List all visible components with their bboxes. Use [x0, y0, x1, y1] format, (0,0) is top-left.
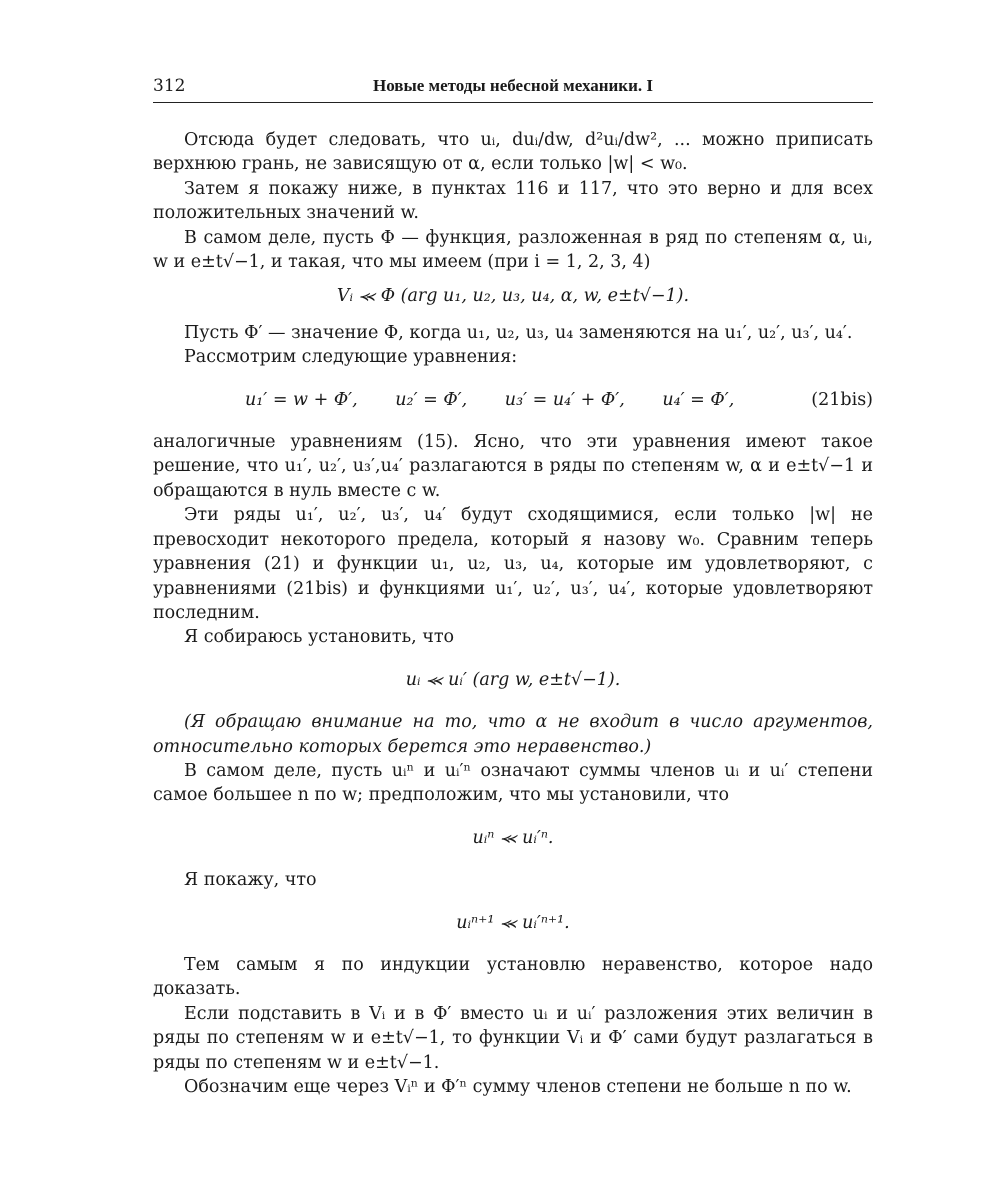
paragraph: Затем я покажу ниже, в пунктах 116 и 117, что это верно и для всех положительных значений w. — [153, 178, 873, 224]
paragraph: Эти ряды u₁′, u₂′, u₃′, u₄′ будут сходящимися, если только |w| не превосходит некоторого предела, который я назову w₀. Сравним теперь уравнения (21) и функции u₁, u₂, u₃, u₄, которые им удовлетворяют, с уравнениями (21bis) и функциями u₁′, u₂′, u₃′, u₄′, которые удовлетворяют последним. — [153, 505, 873, 623]
page-header — [153, 76, 873, 103]
formula-inequality-n-plus-1: uᵢⁿ⁺¹ ⪻ uᵢ′ⁿ⁺¹. — [456, 912, 570, 933]
paragraph: В самом деле, пусть Φ — функция, разложенная в ряд по степеням α, uᵢ, w и e±t√−1, и такая, что мы имеем (при i = 1, 2, 3, 4) — [153, 227, 873, 273]
paragraph: Я собираюсь установить, что — [184, 627, 455, 648]
equation-u2: u₂′ = Φ′, — [395, 389, 468, 410]
paragraph: Отсюда будет следовать, что uᵢ, duᵢ/dw, d²uᵢ/dw², ... можно приписать верхнюю грань, не зависящую от α, если только |w| < w₀. — [153, 130, 873, 175]
equation-u3: u₃′ = u₄′ + Φ′, — [504, 389, 625, 410]
formula-inequality-vi-phi: Vᵢ ⪻ Φ (arg u₁, u₂, u₃, u₄, α, w, e±t√−1). — [336, 286, 690, 307]
paragraph: Обозначим еще через Vᵢⁿ и Φ′ⁿ сумму членов степени не больше n по w. — [184, 1077, 852, 1097]
equation-tag: (21bis) — [811, 389, 873, 410]
running-title: Новые методы небесной механики. I — [372, 76, 654, 95]
paragraph-remark: (Я обращаю внимание на то, что α не входит в число аргументов, относительно которых берется это неравенство.) — [153, 712, 873, 757]
paragraph: аналогичные уравнениям (15). Ясно, что эти уравнения имеют такое решение, что u₁′, u₂′, u₃′,u₄′ разлагаются в ряды по степеням w, α и e±t√−1 и обращаются в нуль вместе с w. — [153, 432, 873, 501]
formula-inequality-n: uᵢⁿ ⪻ uᵢ′ⁿ. — [472, 827, 554, 848]
paragraph: Я покажу, что — [184, 870, 317, 891]
paragraph: В самом деле, пусть uᵢⁿ и uᵢ′ⁿ означают суммы членов uᵢ и uᵢ′ степени самое большее n по w; предположим, что мы установили, что — [153, 760, 873, 806]
page-body — [153, 128, 873, 1099]
page-number: 312 — [153, 76, 186, 96]
paragraph: Тем самым я по индукции установлю неравенство, которое надо доказать. — [153, 954, 873, 1000]
equation-u1: u₁′ = w + Φ′, — [245, 389, 358, 410]
formula-inequality-ui: uᵢ ⪻ uᵢ′ (arg w, e±t√−1). — [405, 669, 621, 690]
paragraph: Если подставить в Vᵢ и в Φ′ вместо uᵢ и uᵢ′ разложения этих величин в ряды по степеням w и e±t√−1, то функции Vᵢ и Φ′ сами будут разлагаться в ряды по степеням w и e±t√−1. — [153, 1003, 873, 1073]
formula-equations-21bis — [153, 388, 873, 412]
paragraph: Пусть Φ′ — значение Φ, когда u₁, u₂, u₃, u₄ заменяются на u₁′, u₂′, u₃′, u₄′. — [184, 322, 853, 343]
equation-u4: u₄′ = Φ′, — [662, 389, 735, 410]
paragraph: Рассмотрим следующие уравнения: — [184, 347, 518, 368]
